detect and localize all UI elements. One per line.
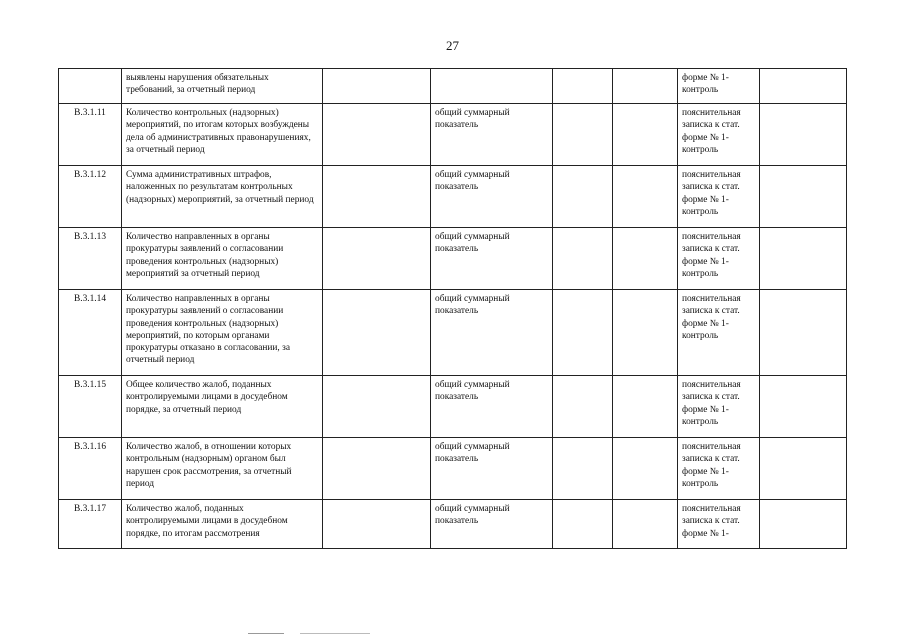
empty-cell bbox=[760, 500, 847, 549]
indicator-code: В.3.1.14 bbox=[59, 290, 122, 376]
empty-cell bbox=[323, 376, 431, 438]
empty-cell bbox=[613, 290, 678, 376]
indicator-code: В.3.1.12 bbox=[59, 166, 122, 228]
indicator-name: Общее количество жалоб, поданных контролируемыми лицами в досудебном порядке, за отчетный период bbox=[122, 376, 323, 438]
indicator-name: Количество направленных в органы прокуратуры заявлений о согласовании проведения контрольных (надзорных) мероприятий, по которым органами прокуратуры отказано в согласовании, за отчетный период bbox=[122, 290, 323, 376]
indicator-source: пояснительная записка к стат. форме № 1-контроль bbox=[678, 228, 760, 290]
empty-cell bbox=[760, 104, 847, 166]
empty-cell bbox=[613, 228, 678, 290]
indicator-name: Количество контрольных (надзорных) мероприятий, по итогам которых возбуждены дела об административных правонарушениях, за отчетный период bbox=[122, 104, 323, 166]
table-row bbox=[59, 290, 847, 376]
empty-cell bbox=[323, 228, 431, 290]
table-row bbox=[59, 438, 847, 500]
empty-cell bbox=[760, 438, 847, 500]
empty-cell bbox=[760, 69, 847, 104]
indicator-type: общий суммарный показатель bbox=[431, 290, 553, 376]
indicator-code: В.3.1.16 bbox=[59, 438, 122, 500]
empty-cell bbox=[760, 376, 847, 438]
indicator-type: общий суммарный показатель bbox=[431, 500, 553, 549]
indicator-source: пояснительная записка к стат. форме № 1-контроль bbox=[678, 104, 760, 166]
indicator-type: общий суммарный показатель bbox=[431, 228, 553, 290]
empty-cell bbox=[323, 69, 431, 104]
empty-cell bbox=[553, 166, 613, 228]
empty-cell bbox=[553, 500, 613, 549]
indicator-name: Количество жалоб, поданных контролируемыми лицами в досудебном порядке, по итогам рассмотрения bbox=[122, 500, 323, 549]
empty-cell bbox=[613, 69, 678, 104]
empty-cell bbox=[553, 228, 613, 290]
table-row bbox=[59, 376, 847, 438]
indicator-code: В.3.1.11 bbox=[59, 104, 122, 166]
empty-cell bbox=[323, 104, 431, 166]
indicator-type: общий суммарный показатель bbox=[431, 104, 553, 166]
empty-cell bbox=[323, 166, 431, 228]
indicator-name: выявлены нарушения обязательных требований, за отчетный период bbox=[122, 69, 323, 104]
indicator-source: пояснительная записка к стат. форме № 1-контроль bbox=[678, 166, 760, 228]
indicator-name: Количество направленных в органы прокуратуры заявлений о согласовании проведения контрольных (надзорных) мероприятий за отчетный период bbox=[122, 228, 323, 290]
empty-cell bbox=[760, 228, 847, 290]
indicator-type: общий суммарный показатель bbox=[431, 438, 553, 500]
empty-cell bbox=[760, 290, 847, 376]
table-row bbox=[59, 104, 847, 166]
empty-cell bbox=[553, 290, 613, 376]
indicator-name: Количество жалоб, в отношении которых контрольным (надзорным) органом был нарушен срок рассмотрения, за отчетный период bbox=[122, 438, 323, 500]
indicator-source: форме № 1-контроль bbox=[678, 69, 760, 104]
empty-cell bbox=[613, 376, 678, 438]
table-row bbox=[59, 228, 847, 290]
indicator-type: общий суммарный показатель bbox=[431, 166, 553, 228]
empty-cell bbox=[553, 104, 613, 166]
empty-cell bbox=[323, 438, 431, 500]
empty-cell bbox=[553, 438, 613, 500]
empty-cell bbox=[553, 376, 613, 438]
indicator-source: пояснительная записка к стат. форме № 1-контроль bbox=[678, 438, 760, 500]
empty-cell bbox=[613, 438, 678, 500]
indicator-source: пояснительная записка к стат. форме № 1- bbox=[678, 500, 760, 549]
indicator-code bbox=[59, 69, 122, 104]
indicator-type: общий суммарный показатель bbox=[431, 376, 553, 438]
indicator-source: пояснительная записка к стат. форме № 1-контроль bbox=[678, 290, 760, 376]
empty-cell bbox=[323, 500, 431, 549]
indicator-code: В.3.1.15 bbox=[59, 376, 122, 438]
table-row bbox=[59, 69, 847, 104]
empty-cell bbox=[323, 290, 431, 376]
empty-cell bbox=[553, 69, 613, 104]
indicators-table bbox=[58, 68, 847, 549]
empty-cell bbox=[613, 166, 678, 228]
empty-cell bbox=[760, 166, 847, 228]
table-row bbox=[59, 166, 847, 228]
indicator-type bbox=[431, 69, 553, 104]
table-row bbox=[59, 500, 847, 549]
scan-artifact bbox=[248, 633, 284, 634]
page-number: 27 bbox=[446, 38, 459, 53]
indicator-code: В.3.1.17 bbox=[59, 500, 122, 549]
indicator-name: Сумма административных штрафов, наложенных по результатам контрольных (надзорных) мероприятий, за отчетный период bbox=[122, 166, 323, 228]
empty-cell bbox=[613, 500, 678, 549]
empty-cell bbox=[613, 104, 678, 166]
scan-artifact bbox=[300, 633, 370, 634]
indicator-code: В.3.1.13 bbox=[59, 228, 122, 290]
indicator-source: пояснительная записка к стат. форме № 1-контроль bbox=[678, 376, 760, 438]
